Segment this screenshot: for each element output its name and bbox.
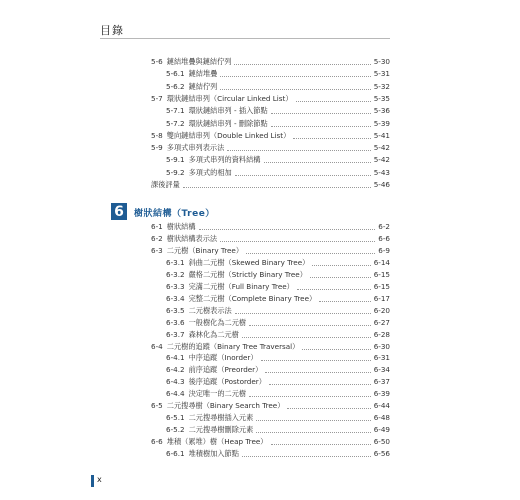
toc-entry-page: 6-9 <box>378 245 390 255</box>
toc-entry-title: 嚴格二元樹（Strictly Binary Tree） <box>188 269 307 279</box>
toc-dot-leader <box>256 420 370 421</box>
toc-entry-number: 6-2 <box>151 233 163 243</box>
toc-entry <box>151 341 390 352</box>
toc-entry-page: 5-30 <box>373 57 390 66</box>
footer-page-number: x <box>97 475 102 484</box>
toc-entry-page: 6-56 <box>373 449 390 459</box>
toc-dot-leader <box>312 265 370 266</box>
toc-entry-number: 6-3.1 <box>166 257 185 267</box>
toc-entry-number: 6-3.7 <box>166 329 185 339</box>
toc-entry-title: 二元樹表示法 <box>188 305 232 315</box>
toc-entry-page: 6-31 <box>373 353 390 363</box>
toc-dot-leader <box>220 89 370 90</box>
toc-entry <box>166 388 390 399</box>
toc-entry-number: 6-6 <box>151 437 163 447</box>
toc-entry-page: 6-34 <box>373 365 390 375</box>
toc-entry-number: 6-4.1 <box>166 353 185 363</box>
toc-entry <box>151 130 390 141</box>
toc-entry-title: 雙向鏈結串列（Double Linked List） <box>166 130 291 140</box>
toc-entry-title: 多項式串列的資料結構 <box>188 155 261 165</box>
toc-entry-title: 鏈結佇列 <box>188 81 218 91</box>
toc-entry-number: 5-6 <box>151 57 163 66</box>
header-divider <box>100 38 390 39</box>
toc-entry <box>166 376 390 387</box>
toc-entry-page: 5-39 <box>373 118 390 128</box>
toc-entry <box>151 233 390 244</box>
toc-entry-title: 完滿二元樹（Full Binary Tree） <box>188 281 294 291</box>
toc-entry-number: 5-9 <box>151 143 163 153</box>
toc-entry <box>166 257 390 268</box>
toc-entry-title: 完整二元樹（Complete Binary Tree） <box>188 293 317 303</box>
toc-dot-leader <box>235 175 371 176</box>
toc-entry-number: 5-7.2 <box>166 118 185 128</box>
toc-entry-title: 樹狀結構表示法 <box>166 233 218 243</box>
toc-dot-leader <box>271 444 371 445</box>
toc-dot-leader <box>242 456 371 457</box>
toc-entry <box>151 93 390 104</box>
toc-entry <box>166 329 390 340</box>
toc-entry-number: 5-8 <box>151 130 163 140</box>
toc-entry-number: 5-6.1 <box>166 69 185 79</box>
toc-entry-title: 二元搜尋樹插入元素 <box>188 413 254 423</box>
toc-entry-title: 樹狀結構 <box>166 222 196 231</box>
toc-entry-title: 中序追蹤（Inorder） <box>188 353 258 363</box>
toc-entry-page: 5-36 <box>373 106 390 116</box>
toc-dot-leader <box>269 384 371 385</box>
toc-entry-page: 6-28 <box>373 329 390 339</box>
toc-entry-number: 5-9.2 <box>166 167 185 177</box>
toc-entry-number: 5-6.2 <box>166 81 185 91</box>
toc-entry-page: 5-42 <box>373 155 390 165</box>
chapter-title: 樹狀結構（Tree） <box>134 209 215 219</box>
toc-entry-title: 斜曲二元樹（Skewed Binary Tree） <box>188 257 310 267</box>
toc-entry-title: 一般樹化為二元樹 <box>188 317 247 327</box>
toc-entry-page: 6-44 <box>373 401 390 411</box>
toc-dot-leader <box>220 241 375 242</box>
toc-entry <box>166 352 390 363</box>
toc-dot-leader <box>287 408 370 409</box>
toc-entry-title: 多項式串列表示法 <box>166 143 225 153</box>
toc-entry-page: 6-48 <box>373 413 390 423</box>
toc-entry-number: 6-3.4 <box>166 293 185 303</box>
toc-entry-number: 6-5.1 <box>166 413 185 423</box>
toc-entry-title: 課後評量 <box>151 180 180 189</box>
toc-entry-number: 6-4.3 <box>166 377 185 387</box>
toc-entry-title: 多項式的相加 <box>188 167 232 177</box>
toc-entry-number: 6-3.5 <box>166 305 185 315</box>
toc-entry-title: 堆積樹加入節點 <box>188 449 239 459</box>
toc-entry <box>151 142 390 153</box>
toc-entry-number: 6-3.3 <box>166 281 185 291</box>
toc-entry <box>166 68 390 79</box>
toc-entry <box>166 448 390 459</box>
toc-entry <box>166 293 390 304</box>
footer-accent-bar <box>91 475 94 487</box>
toc-dot-leader <box>297 289 371 290</box>
toc-entry-number: 6-5.2 <box>166 425 185 435</box>
toc-entry-number: 6-4 <box>151 341 163 351</box>
toc-entry <box>166 167 390 178</box>
toc-dot-leader <box>249 396 371 397</box>
toc-entry-title: 二元搜尋樹（Binary Search Tree） <box>166 401 285 411</box>
toc-entry-number: 6-4.4 <box>166 389 185 399</box>
toc-dot-leader <box>264 162 371 163</box>
toc-entry-number: 6-6.1 <box>166 449 185 459</box>
toc-entry-page: 6-49 <box>373 425 390 435</box>
toc-entry-title: 堆積（累堆）樹（Heap Tree） <box>166 437 268 447</box>
toc-entry <box>166 305 390 316</box>
toc-entry <box>151 221 390 232</box>
toc-entry-title: 環狀鏈結串列 - 插入節點 <box>188 106 268 116</box>
toc-dot-leader <box>242 337 371 338</box>
toc-dot-leader <box>220 76 370 77</box>
toc-entry-page: 6-30 <box>373 341 390 351</box>
toc-entry-page: 6-27 <box>373 317 390 327</box>
toc-entry-page: 6-50 <box>373 437 390 447</box>
toc-dot-leader <box>199 229 376 230</box>
toc-dot-leader <box>256 432 370 433</box>
toc-dot-leader <box>293 138 370 139</box>
toc-entry-title: 環狀鏈結串列 - 刪除節點 <box>188 118 268 128</box>
toc-entry <box>166 118 390 129</box>
toc-entry-page: 6-37 <box>373 377 390 387</box>
toc-entry <box>166 364 390 375</box>
toc-entry-title: 決定唯一的二元樹 <box>188 389 247 399</box>
toc-entry-page: 5-35 <box>373 93 390 103</box>
toc-entry-title: 後序追蹤（Postorder） <box>188 377 266 387</box>
toc-entry-page: 5-31 <box>373 69 390 79</box>
toc-entry <box>166 154 390 165</box>
toc-entry <box>166 424 390 435</box>
toc-entry <box>166 105 390 116</box>
toc-entry-title: 二元樹（Binary Tree） <box>166 245 244 255</box>
toc-entry <box>166 81 390 92</box>
toc-entry-title: 森林化為二元樹 <box>188 329 239 339</box>
chapter-number-badge: 6 <box>111 203 127 220</box>
toc-entry <box>151 400 390 411</box>
toc-entry-page: 6-14 <box>373 257 390 267</box>
toc-entry-title: 鏈結堆疊 <box>188 69 218 79</box>
toc-entry-number: 5-7 <box>151 93 163 103</box>
toc-dot-leader <box>261 360 371 361</box>
toc-entry-title: 鏈結堆疊與鏈結佇列 <box>166 57 232 66</box>
toc-entry <box>151 245 390 256</box>
toc-entry-page: 5-42 <box>373 143 390 153</box>
toc-entry-page: 5-46 <box>373 180 390 189</box>
toc-dot-leader <box>271 113 371 114</box>
toc-entry-number: 5-7.1 <box>166 106 185 116</box>
toc-entry-title: 前序追蹤（Preorder） <box>188 365 263 375</box>
toc-entry <box>151 56 390 67</box>
toc-dot-leader <box>183 187 371 188</box>
toc-dot-leader <box>227 150 370 151</box>
toc-entry <box>166 269 390 280</box>
toc-entry-number: 6-3.6 <box>166 317 185 327</box>
toc-entry-title: 二元樹的追蹤（Binary Tree Traversal） <box>166 341 300 351</box>
toc-dot-leader <box>246 253 375 254</box>
toc-dot-leader <box>235 313 371 314</box>
toc-entry-page: 6-6 <box>378 233 390 243</box>
toc-entry-number: 6-3.2 <box>166 269 185 279</box>
toc-dot-leader <box>319 301 370 302</box>
toc-entry-number: 6-5 <box>151 401 163 411</box>
toc-entry <box>151 179 390 190</box>
toc-entry-page: 5-32 <box>373 81 390 91</box>
toc-entry-title: 環狀鏈結串列（Circular Linked List） <box>166 93 293 103</box>
toc-entry-title: 二元搜尋樹刪除元素 <box>188 425 254 435</box>
toc-entry-page: 6-20 <box>373 305 390 315</box>
toc-entry-page: 5-41 <box>373 130 390 140</box>
toc-entry <box>166 281 390 292</box>
page-header-title: 目錄 <box>100 24 124 37</box>
toc-entry <box>166 412 390 423</box>
toc-entry-page: 6-15 <box>373 269 390 279</box>
toc-entry-page: 5-43 <box>373 167 390 177</box>
toc-dot-leader <box>302 349 370 350</box>
toc-dot-leader <box>265 372 370 373</box>
toc-dot-leader <box>271 126 371 127</box>
toc-entry-number: 5-9.1 <box>166 155 185 165</box>
toc-dot-leader <box>310 277 371 278</box>
toc-dot-leader <box>296 101 371 102</box>
toc-entry-number: 6-4.2 <box>166 365 185 375</box>
toc-dot-leader <box>234 64 370 65</box>
toc-entry <box>166 317 390 328</box>
toc-entry-page: 6-2 <box>378 222 390 231</box>
toc-entry-page: 6-17 <box>373 293 390 303</box>
toc-entry <box>151 436 390 447</box>
toc-entry-number: 6-3 <box>151 245 163 255</box>
toc-dot-leader <box>249 325 371 326</box>
toc-entry-number: 6-1 <box>151 222 163 231</box>
toc-entry-page: 6-39 <box>373 389 390 399</box>
toc-entry-page: 6-15 <box>373 281 390 291</box>
